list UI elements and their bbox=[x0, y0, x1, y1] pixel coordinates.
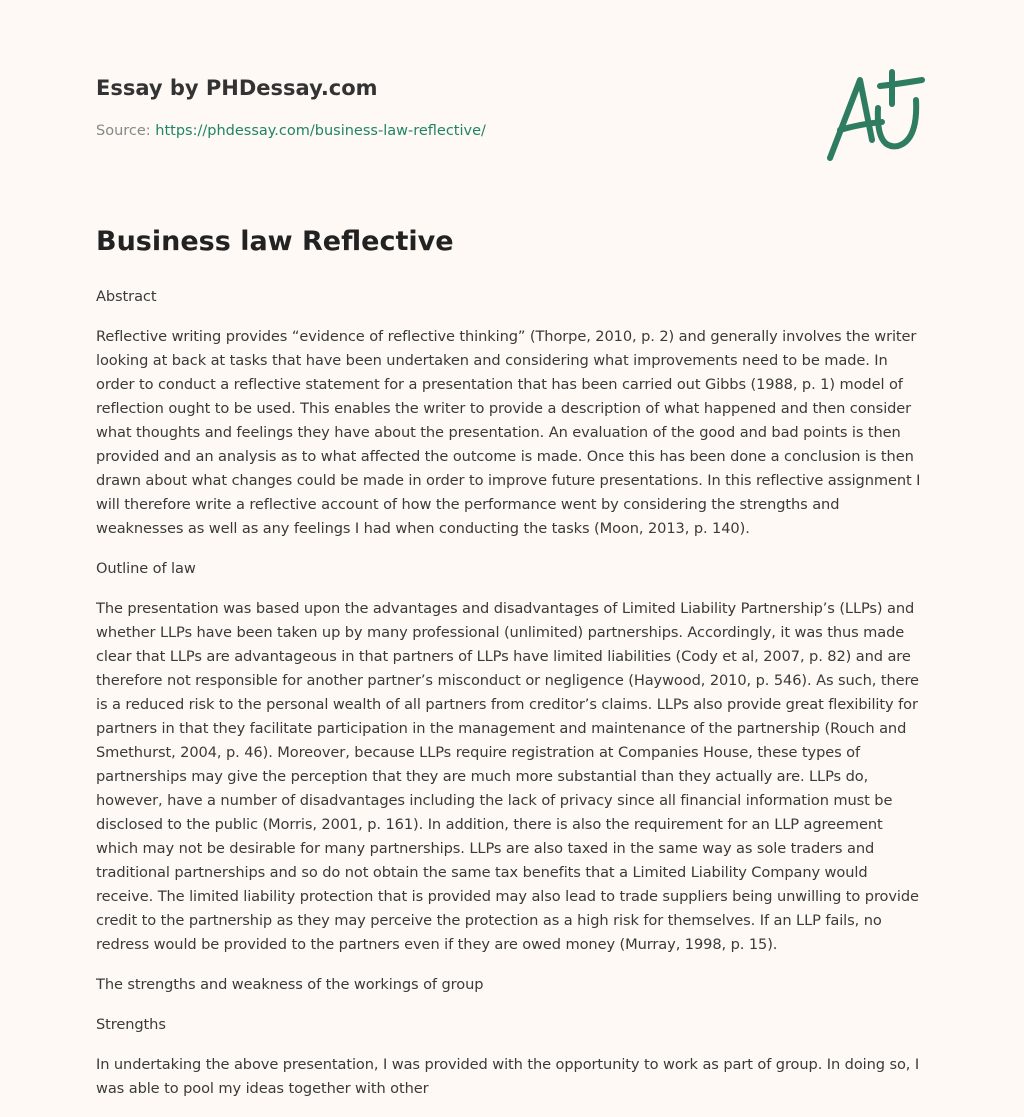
a-plus-logo-icon bbox=[820, 68, 930, 168]
paragraph-abstract: Reflective writing provides “evidence of reflective thinking” (Thorpe, 2010, p. 2) and generally involves the writer looking at back at tasks that have been undertaken and considering what improvements need to be made. In order to conduct a reflective statement for a presentation that has been carried out Gibbs (1988, p. 1) model of reflection ought to be used. This enables the writer to provide a description of what happened and then consider what thoughts and feelings they have about the presentation. An evaluation of the good and bad points is then provided and an analysis as to what affected the outcome is made. Once this has been done a conclusion is then drawn about what changes could be made in order to improve future presentations. In this reflective assignment I will therefore write a reflective account of how the performance went by considering the strengths and weaknesses as well as any feelings I had when conducting the tasks (Moon, 2013, p. 140). bbox=[96, 328, 921, 537]
article-title: Business law Reflective bbox=[96, 226, 454, 257]
source-link[interactable]: https://phdessay.com/business-law-reflective/ bbox=[155, 123, 486, 139]
site-title: Essay by PHDessay.com bbox=[96, 76, 378, 100]
paragraph-outline: The presentation was based upon the advantages and disadvantages of Limited Liability Partnership’s (LLPs) and whether LLPs have been taken up by many professional (unlimited) partnerships. Accordingly, it was thus made clear that LLPs are advantageous in that partners of LLPs have limited liabilities (Cody et al, 2007, p. 82) and are therefore not responsible for another partner’s misconduct or negligence (Haywood, 2010, p. 546). As such, there is a reduced risk to the personal wealth of all partners from creditor’s claims. LLPs also provide great flexibility for partners in that they facilitate participation in the management and maintenance of the partnership (Rouch and Smethurst, 2004, p. 46). Moreover, because LLPs require registration at Companies House, these types of partnerships may give the perception that they are much more substantial than they actually are. LLPs do, however, have a number of disadvantages including the lack of privacy since all financial information must be disclosed to the public (Morris, 2001, p. 161). In addition, there is also the requirement for an LLP agreement which may not be desirable for many partnerships. LLPs are also taxed in the same way as sole traders and traditional partnerships and so do not obtain the same tax benefits that a Limited Liability Company would receive. The limited liability protection that is provided may also lead to trade suppliers being unwilling to provide credit to the partnership as they may perceive the protection as a high risk for themselves. If an LLP fails, no redress would be provided to the partners even if they are owed money (Murray, 1998, p. 15). bbox=[96, 600, 919, 953]
section-heading-outline: Outline of law bbox=[96, 560, 196, 577]
paragraph-strengths: In undertaking the above presentation, I was provided with the opportunity to work as part of group. In doing so, I was able to pool my ideas together with other bbox=[96, 1056, 920, 1097]
source-label: Source: bbox=[96, 123, 151, 139]
article bbox=[96, 226, 928, 1117]
source-line bbox=[96, 123, 486, 139]
section-heading-abstract: Abstract bbox=[96, 288, 157, 305]
section-heading-group: The strengths and weakness of the workings of group bbox=[96, 976, 484, 993]
section-heading-strengths: Strengths bbox=[96, 1016, 166, 1033]
